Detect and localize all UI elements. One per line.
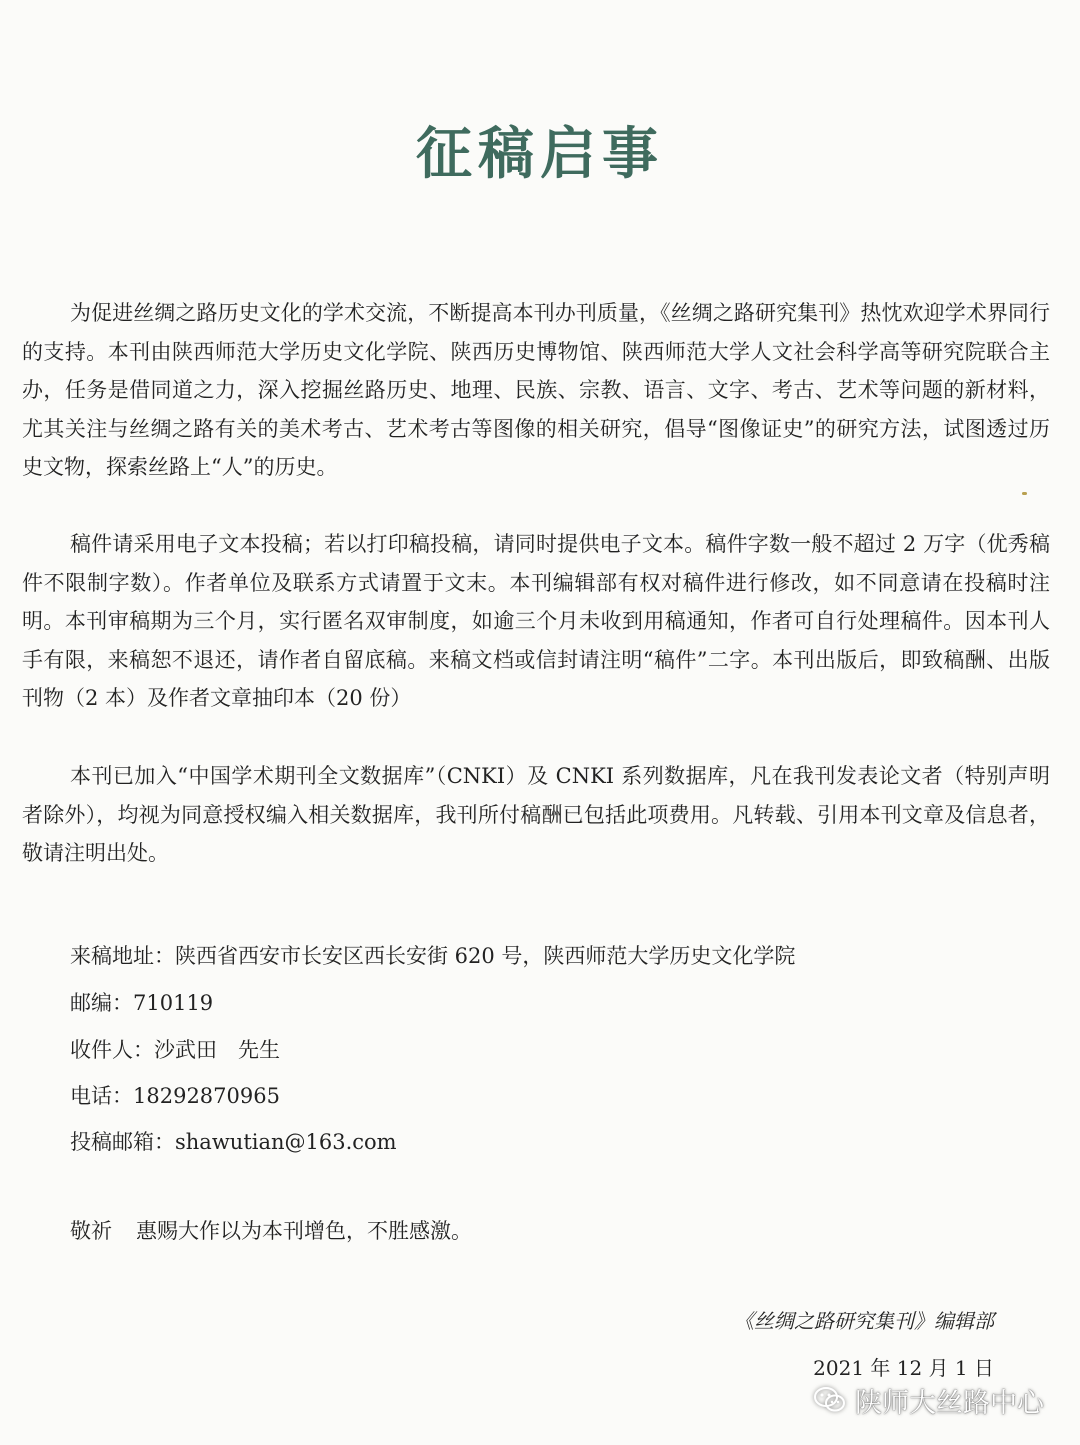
watermark-text: 陕师大丝路中心: [855, 1387, 1044, 1419]
intro-paragraph: 为促进丝绸之路历史文化的学术交流，不断提高本刊办刊质量，《丝绸之路研究集刊》热忱欢迎学术界同行的支持。本刊由陕西师范大学历史文化学院、陕西历史博物馆、陕西师范大学人文社会科学高等研究院联合主办，任务是借同道之力，深入挖掘丝路历史、地理、民族、宗教、语言、文字、考古、艺术等问题的新材料，尤其关注与丝绸之路有关的美术考古、艺术考古等图像的相关研究，倡导“图像证史”的研究方法，试图透过历史文物，探索丝路上“人”的历史。: [22, 301, 1050, 479]
closing-lead: 敬祈: [70, 1219, 112, 1243]
contact-email: 投稿邮箱：shawutian@163.com: [70, 1130, 397, 1154]
paper-speck: [1022, 492, 1027, 495]
closing-text: 惠赐大作以为本刊增色，不胜感激。: [136, 1219, 472, 1243]
watermark: [813, 1380, 1044, 1420]
submission-rules-paragraph: 稿件请采用电子文本投稿；若以打印稿投稿，请同时提供电子文本。稿件字数一般不超过 2 万字（优秀稿件不限制字数）。作者单位及联系方式请置于文末。本刊编辑部有权对稿件进行修改，如不同意请在投稿时注明。本刊审稿期为三个月，实行匿名双审制度，如逾三个月未收到用稿通知，作者可自行处理稿件。因本刊人手有限，来稿恕不退还，请作者自留底稿。来稿文档或信封请注明“稿件”二字。本刊出版后，即致稿酬、出版刊物（2 本）及作者文章抽印本（20 份）: [22, 532, 1050, 710]
contact-postcode: 邮编：710119: [70, 991, 214, 1015]
page-title: 征稿启事: [416, 120, 664, 187]
closing-line: [70, 1216, 472, 1246]
wechat-icon: [813, 1385, 847, 1415]
signature-date: 2021 年 12 月 1 日: [813, 1356, 994, 1380]
database-notice-paragraph: 本刊已加入“中国学术期刊全文数据库”（CNKI）及 CNKI 系列数据库，凡在我刊发表论文者（特别声明者除外），均视为同意授权编入相关数据库，我刊所付稿酬已包括此项费用。凡转载、引用本刊文章及信息者，敬请注明出处。: [22, 764, 1050, 865]
contact-recipient: 收件人：沙武田 先生: [70, 1038, 280, 1062]
contact-address: 来稿地址：陕西省西安市长安区西长安街 620 号，陕西师范大学历史文化学院: [70, 944, 796, 968]
signature-org: 《丝绸之路研究集刊》编辑部: [734, 1309, 994, 1333]
contact-phone: 电话：18292870965: [70, 1084, 280, 1108]
